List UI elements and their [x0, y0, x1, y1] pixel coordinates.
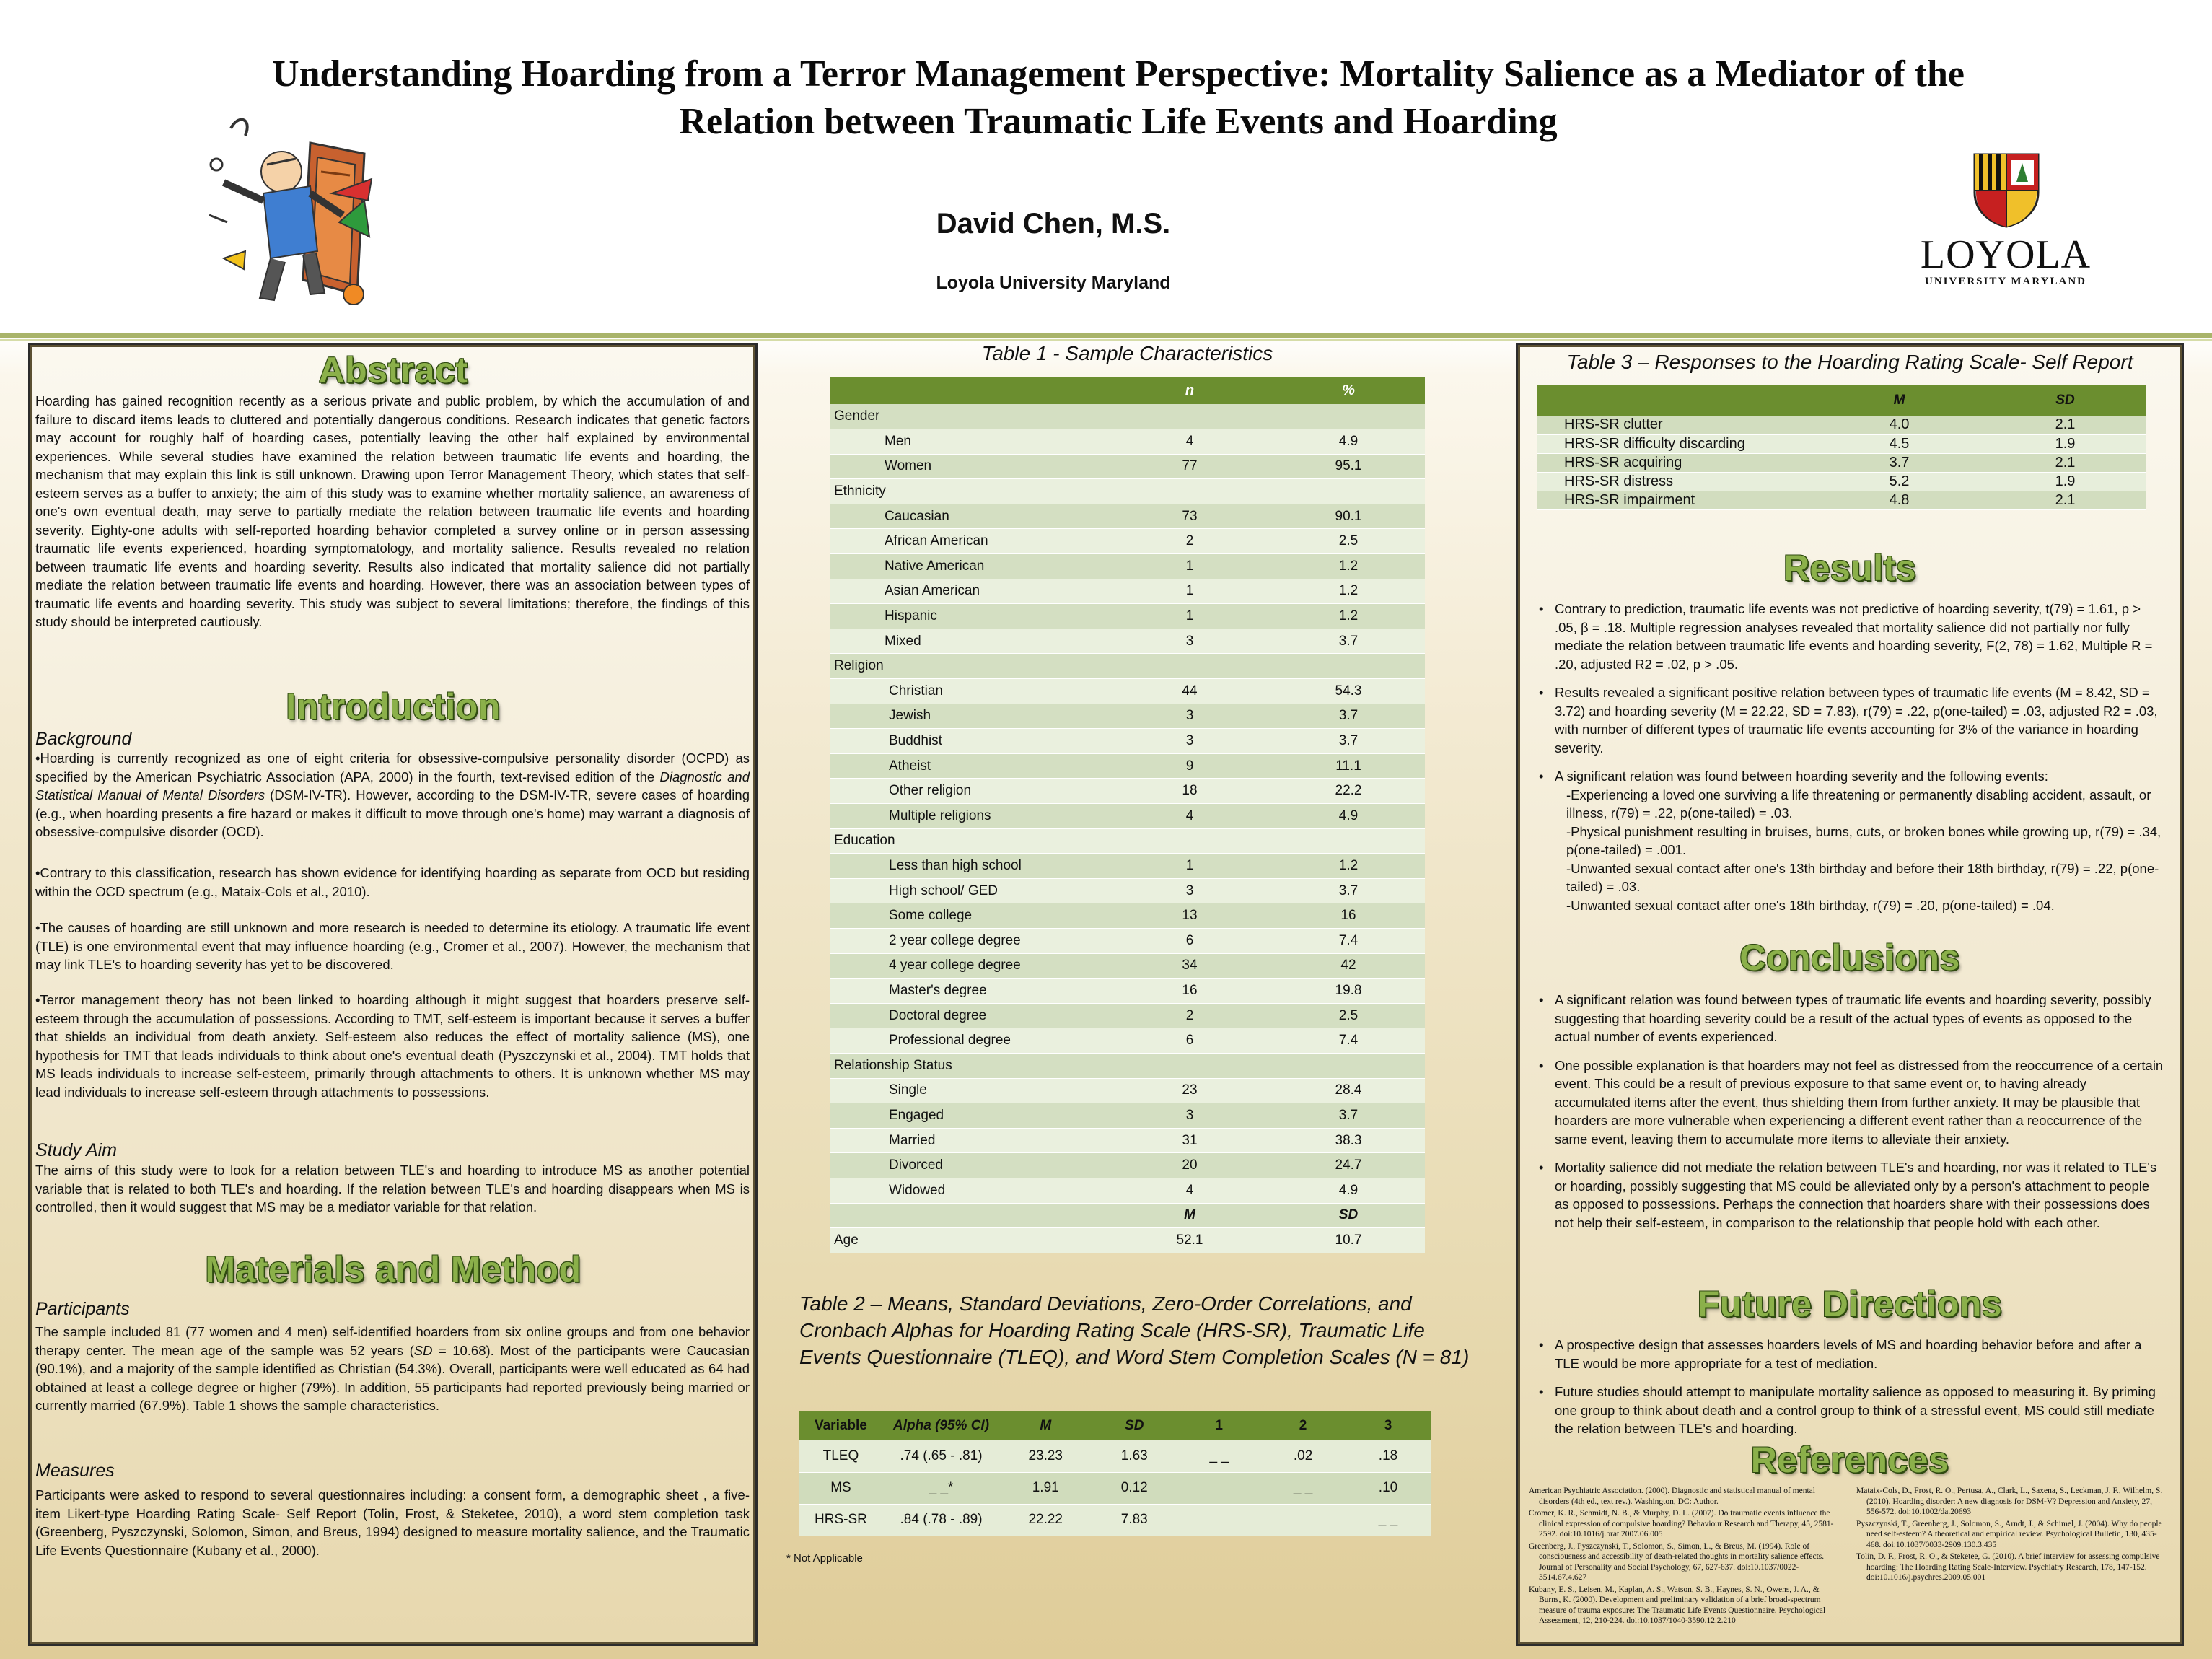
title-line-2: Relation between Traumatic Life Events and Hoarding: [679, 101, 1558, 142]
table1-row: [830, 554, 1425, 579]
study-aim-subheading: Study Aim: [35, 1140, 118, 1160]
table1-row: [830, 1103, 1425, 1129]
table1-row-n: 34: [1107, 953, 1272, 979]
reference-entry: Kubany, E. S., Leisen, M., Kaplan, A. S., Watson, S. B., Haynes, S. N., Owens, J. A., & Burns, K. (2000). Development and preliminary validation of a brief broad-spectrum measure of trauma exposure: The Traumatic Life Events Questionnaire. Psychological Assessment, 12, 210-224. doi:10.1037/1040-3590.12.2.210: [1529, 1585, 1826, 1625]
table1-row-percent: 4.9: [1272, 1178, 1425, 1203]
future-directions-list: [1536, 1336, 2164, 1448]
table1-row: [830, 1078, 1425, 1103]
table1-row-percent: 19.8: [1272, 979, 1425, 1004]
table1-row-n: 3: [1107, 878, 1272, 903]
table1-row-label: Caucasian: [830, 504, 1107, 529]
table1-row-n: [1107, 1053, 1272, 1078]
measures-text: Participants were asked to respond to several questionnaires including: a consent form, a demographic sheet , a five-item Likert-type Hoarding Rating Scale- Self Report (Tolin, Frost, & Steketee, 2010), a word stem completion task (Greenberg, Pyszczynski, Solomon, Simon, and Breus, 1994) designed to measure mortality salience, and the Traumatic Life Events Questionnaire (Kubany et al., 2000).: [35, 1487, 750, 1558]
university-shield-icon: [1973, 153, 2040, 228]
references-right-column: [1856, 1486, 2167, 1585]
references-left-column: [1529, 1486, 1839, 1628]
table3-row-m: 4.8: [1814, 491, 1984, 509]
table1-row-percent: 3.7: [1272, 704, 1425, 729]
table1-row-percent: [1272, 828, 1425, 854]
table2-row: [799, 1504, 1431, 1536]
table1-row: [830, 579, 1425, 604]
table1-row-percent: 38.3: [1272, 1128, 1425, 1153]
table3-header-m: M: [1814, 385, 1984, 416]
table1-header-n: n: [1107, 377, 1272, 404]
correlations-table: [799, 1411, 1431, 1536]
table1-row-percent: 7.4: [1272, 928, 1425, 953]
logo-wordmark: LOYOLA: [1920, 232, 2092, 277]
header-divider: [0, 333, 2212, 338]
table2-cell: .74 (.65 - .81): [882, 1440, 1000, 1472]
hoarder-cartoon-illustration: [202, 114, 375, 310]
table1-row-label: Relationship Status: [830, 1053, 1107, 1078]
poster-title: [180, 51, 2056, 146]
future-bullet-1: • A prospective design that assesses hoarders levels of MS and hoarding behavior before and after a TLE would be more appropriate for a test of mediation.: [1536, 1336, 2164, 1373]
table1-row-label: Asian American: [830, 579, 1107, 604]
table2-cell: .10: [1346, 1472, 1431, 1504]
table2-footnote: * Not Applicable: [786, 1552, 863, 1564]
table1-row: [830, 679, 1425, 704]
table1-row: [830, 704, 1425, 729]
table1-row-label: Hispanic: [830, 604, 1107, 629]
table1-row: [830, 804, 1425, 829]
table1-row-label: Women: [830, 454, 1107, 479]
table1-row-percent: 1.2: [1272, 854, 1425, 879]
table1-row-percent: 1.2: [1272, 554, 1425, 579]
intro-paragraph-2: •Contrary to this classification, research has shown evidence for identifying hoarding as separate from OCD but residing within the OCD spectrum (e.g., Mataix-Cols et al., 2010).: [35, 865, 750, 899]
table1-row-percent: 90.1: [1272, 504, 1425, 529]
table1-row-label: African American: [830, 529, 1107, 554]
table1-row: [830, 1153, 1425, 1178]
table1-row-label: Education: [830, 828, 1107, 854]
results-bullet-3: [1536, 767, 2164, 914]
table1-header-blank: [830, 377, 1107, 404]
table1-row-label: Single: [830, 1078, 1107, 1103]
table3-row: [1537, 434, 2146, 453]
table3-row-sd: 1.9: [1984, 472, 2146, 491]
table3-row-label: HRS-SR distress: [1537, 472, 1814, 491]
table2-cell: TLEQ: [799, 1440, 882, 1472]
table3-body: [1537, 416, 2146, 509]
title-line-1: Understanding Hoarding from a Terror Management Perspective: Mortality Salience as a Mediator of the: [272, 53, 1965, 95]
results-event-1: -Experiencing a loved one surviving a life threatening or permanently disabling accident, assault, or illness, r(79) = .22, p(one-tailed) = .03.: [1566, 787, 2151, 820]
table1-row-label: Professional degree: [830, 1028, 1107, 1054]
table1-row-label: Christian: [830, 679, 1107, 704]
table3-header-row: [1537, 385, 2146, 416]
table1-header-percent: %: [1272, 377, 1425, 404]
table1-row: [830, 1128, 1425, 1153]
intro-p1-part-a: •Hoarding is currently recognized as one of eight criteria for obsessive-compulsive personality disorder (OCPD) as specified by the American Psychiatric Association (APA, 2000) in the fourth, text-revised edition of the: [35, 750, 750, 784]
table2-cell: [1177, 1504, 1260, 1536]
table3-row: [1537, 416, 2146, 434]
table1-row: [830, 1203, 1425, 1228]
table1-row-n: 44: [1107, 679, 1272, 704]
intro-paragraph-1: [35, 749, 750, 841]
table2-cell: _ _: [1177, 1440, 1260, 1472]
table1-row-label: Multiple religions: [830, 804, 1107, 829]
participants-part-b: = 10.68). Most of the participants were Caucasian (90.1%), and a majority of the sample identified as Christian (54.3%). Overall, participants were well educated as 64 had obtained at least a college degree or higher (79%). In addition, 55 participants had reported previously being married or currently married (67.9%). Table 1 shows the sample characteristics.: [35, 1342, 750, 1413]
table2-cell: 1.63: [1091, 1440, 1177, 1472]
table1-row-percent: 95.1: [1272, 454, 1425, 479]
table1-row-label: Age: [830, 1228, 1107, 1253]
table1-row-n: 1: [1107, 604, 1272, 629]
table2-cell: _ _*: [882, 1472, 1000, 1504]
results-bullet-1: • Contrary to prediction, traumatic life events was not predictive of hoarding severity, t(79) = 1.61, p > .05, β = .18. Multiple regression analyses revealed that mortality salience did not partially nor fully mediate the relation between traumatic life events and hoarding severity, F(2, 78) = 1.62, Multiple R = .20, adjusted R2 = .02, p > .05.: [1536, 600, 2164, 673]
table3-row-m: 3.7: [1814, 453, 1984, 472]
table1-row-percent: 24.7: [1272, 1153, 1425, 1178]
table1-row-n: 6: [1107, 1028, 1272, 1054]
table1-row: [830, 1028, 1425, 1054]
table2-cell: .02: [1260, 1440, 1346, 1472]
references-heading: References: [1750, 1440, 1949, 1480]
reference-entry: Cromer, K. R., Schmidt, N. B., & Murphy, D. L. (2007). Do traumatic events influence the clinical expression of compulsive hoarding? Behaviour Research and Therapy, 45, 2581-2592. doi:10.1016/j.brat.2007.06.005: [1529, 1509, 1834, 1538]
abstract-heading: Abstract: [318, 350, 468, 390]
table2-header-row: [799, 1411, 1431, 1440]
table1-row-n: [1107, 828, 1272, 854]
study-aim-text: The aims of this study were to look for a relation between TLE's and hoarding to introduce MS as another potential variable that is related to both TLE's and hoarding. If the relation between TLE's and hoarding disappears when MS is controlled, then it would suggest that MS may be a mediator variable for that relation.: [35, 1163, 750, 1214]
participants-text: [35, 1323, 750, 1415]
table1-row-label: Some college: [830, 903, 1107, 929]
table1-row-n: 2: [1107, 529, 1272, 554]
table1-row-n: 4: [1107, 804, 1272, 829]
table2-cell: _ _: [1260, 1472, 1346, 1504]
table1-row-percent: 4.9: [1272, 804, 1425, 829]
table1-row-percent: 1.2: [1272, 579, 1425, 604]
results-event-2: -Physical punishment resulting in bruises, burns, cuts, or broken bones while growing up, r(79) = .34, p(one-tailed) = .001.: [1566, 823, 2161, 857]
table1-row-n: 4: [1107, 1178, 1272, 1203]
table1-row-percent: 16: [1272, 903, 1425, 929]
table1-row-percent: [1272, 1053, 1425, 1078]
table1-row-percent: SD: [1272, 1203, 1425, 1228]
reference-entry: Greenberg, J., Pyszczynski, T., Solomon, S., Simon, L., & Breus, M. (1994). Role of consciousness and accessibility of death-related thoughts in mortality salience effects. Journal of Personality and Social Psychology, 67, 627-637. doi:10.1037/0022-3514.67.4.627: [1529, 1541, 1825, 1582]
table1-row-n: 23: [1107, 1078, 1272, 1103]
table1-row-label: Widowed: [830, 1178, 1107, 1203]
table2-cell: 1.91: [1000, 1472, 1091, 1504]
table1-row-n: M: [1107, 1203, 1272, 1228]
university-logo: [1915, 153, 2096, 290]
left-column-panel: [30, 345, 755, 1644]
reference-entry: Pyszczynski, T., Greenberg, J., Solomon, S., Arndt, J., & Schimel, J. (2004). Why do people need self-esteem? A theoretical and empirical review. Psychological Bulletin, 130, 435-468. doi:10.1037/0033-2909.130.3.435: [1856, 1519, 2162, 1549]
table1-row: [830, 1228, 1425, 1253]
table1-row-n: 77: [1107, 454, 1272, 479]
table1-row-n: 1: [1107, 579, 1272, 604]
table1-row-percent: 2.5: [1272, 529, 1425, 554]
table1-row: [830, 854, 1425, 879]
reference-entry: American Psychiatric Association. (2000). Diagnostic and statistical manual of mental disorders (4th ed., text rev.). Washington, DC: Author.: [1529, 1487, 1815, 1506]
reference-entry: Tolin, D. F., Frost, R. O., & Steketee, G. (2010). A brief interview for assessing compulsive hoarding: The Hoarding Rating Scale-Interview. Psychiatry Research, 178, 147-152. doi:10.1016/j.psychres.2009.05.001: [1856, 1552, 2160, 1582]
participants-sd-symbol: SD: [413, 1342, 433, 1358]
table1-row-label: Doctoral degree: [830, 1003, 1107, 1028]
table1-row-percent: 2.5: [1272, 1003, 1425, 1028]
table1-row-n: 9: [1107, 753, 1272, 779]
intro-p1-part-b: (DSM-IV-TR). However, according to the DSM-IV-TR, severe cases of hoarding (e.g., when hoarding presents a fire hazard or makes it difficult to move through one's home) may warrant a diagnosis of obsessive-compulsive disorder (OCD).: [35, 787, 750, 839]
table1-row-label: Buddhist: [830, 729, 1107, 754]
table1-row-percent: 10.7: [1272, 1228, 1425, 1253]
table1-row-label: Native American: [830, 554, 1107, 579]
table1-row: [830, 878, 1425, 903]
table2-header-cell: M: [1000, 1411, 1091, 1440]
table1-row-n: 18: [1107, 779, 1272, 804]
table1-row-percent: 42: [1272, 953, 1425, 979]
table2-header-cell: 1: [1177, 1411, 1260, 1440]
sample-characteristics-table: [830, 377, 1425, 1253]
table1-row-percent: 28.4: [1272, 1078, 1425, 1103]
table1-row-label: Divorced: [830, 1153, 1107, 1178]
table1-row-n: 16: [1107, 979, 1272, 1004]
table3-row-sd: 2.1: [1984, 453, 2146, 472]
conclusions-bullet-3: • Mortality salience did not mediate the relation between TLE's and hoarding, nor was it related to TLE's or hoarding, possibly suggesting that MS could be alleviated only by a person's attachment to people as opposed to possessions. Perhaps the connection that hoarders share with their possessions does not help their self-esteem, in comparison to the relationship that people hold with each other.: [1536, 1158, 2164, 1232]
table1-row: [830, 1178, 1425, 1203]
results-bullet-3-intro: • A significant relation was found between hoarding severity and the following events:: [1555, 769, 2048, 784]
table1-row-percent: 11.1: [1272, 753, 1425, 779]
table3-row-label: HRS-SR clutter: [1537, 416, 1814, 434]
results-event-3: -Unwanted sexual contact after one's 13th birthday and before their 18th birthday, r(79) = .22, p(one-tailed) = .03.: [1566, 860, 2159, 894]
table2-cell: 22.22: [1000, 1504, 1091, 1536]
table1-row-percent: 3.7: [1272, 878, 1425, 903]
table1-row-label: Married: [830, 1128, 1107, 1153]
future-bullet-2: • Future studies should attempt to manipulate mortality salience as opposed to measuring it. By priming one group to think about death and a control group to think of a stressful event, MS could still mediate the relation between TLE's and hoarding.: [1536, 1383, 2164, 1438]
reference-entry: Mataix-Cols, D., Frost, R. O., Pertusa, A., Clark, L., Saxena, S., Leckman, J. F., Wilhelm, S. (2010). Hoarding disorder: A new diagnosis for DSM-V? Depression and Anxiety, 27, 556-572. doi:10.1002/da.20693: [1856, 1487, 2163, 1516]
table2-row: [799, 1440, 1431, 1472]
table1-row: [830, 654, 1425, 679]
conclusions-bullet-2: • One possible explanation is that hoarders may not feel as distressed from the reoccurrence of a certain event. This could be a result of previous exposure to that same event or, to having already accumulated items after the event, thus shielding them from further anxiety. It may be plausible that hoarders are more vulnerable when experiencing a different event rather than a reoccurrence of the same event, leaving them to accumulate more items to alleviate their anxiety.: [1536, 1056, 2164, 1149]
table1-row-n: 1: [1107, 854, 1272, 879]
author-name: David Chen, M.S.: [936, 208, 1171, 240]
table2-cell: .18: [1346, 1440, 1431, 1472]
table1-row-percent: 4.9: [1272, 429, 1425, 455]
table1-row: [830, 903, 1425, 929]
table1-row: [830, 479, 1425, 504]
participants-subheading: Participants: [35, 1299, 130, 1319]
table3-row-m: 4.5: [1814, 434, 1984, 453]
future-directions-heading: Future Directions: [1697, 1284, 2003, 1324]
results-heading: Results: [1783, 548, 1917, 588]
table1-row-n: 52.1: [1107, 1228, 1272, 1253]
conclusions-bullet-1: • A significant relation was found between types of traumatic life events and hoarding severity, possibly suggesting that hoarding severity could be a result of the actual types of events as opposed to the actual number of events experienced.: [1536, 991, 2164, 1046]
table1-row-label: Mixed: [830, 629, 1107, 654]
table1-row-label: Jewish: [830, 704, 1107, 729]
table3-row-label: HRS-SR impairment: [1537, 491, 1814, 509]
table1-row-n: 1: [1107, 554, 1272, 579]
table1-row-percent: 3.7: [1272, 629, 1425, 654]
table2-cell: .84 (.78 - .89): [882, 1504, 1000, 1536]
table1-row-label: 4 year college degree: [830, 953, 1107, 979]
conclusions-list: [1536, 991, 2164, 1242]
table1-row-n: 73: [1107, 504, 1272, 529]
table1-row-n: 13: [1107, 903, 1272, 929]
table3-row: [1537, 453, 2146, 472]
table3-row-sd: 2.1: [1984, 491, 2146, 509]
logo-subtitle: UNIVERSITY MARYLAND: [1924, 276, 2086, 287]
table3-header-sd: SD: [1984, 385, 2146, 416]
table1-row-percent: 3.7: [1272, 1103, 1425, 1129]
table1-row-label: Ethnicity: [830, 479, 1107, 504]
table1-row: [830, 429, 1425, 455]
table1-body: [830, 404, 1425, 1253]
table1-row-n: 3: [1107, 1103, 1272, 1129]
table2-cell: [1260, 1504, 1346, 1536]
table1-row: [830, 953, 1425, 979]
table2-header-cell: Variable: [799, 1411, 882, 1440]
table1-row: [830, 454, 1425, 479]
table1-row: [830, 629, 1425, 654]
table1-row-percent: 7.4: [1272, 1028, 1425, 1054]
hoarding-rating-scale-table: [1537, 385, 2146, 510]
table1-row-n: 2: [1107, 1003, 1272, 1028]
introduction-heading: Introduction: [286, 686, 501, 727]
table1-row-label: High school/ GED: [830, 878, 1107, 903]
table3-row-m: 4.0: [1814, 416, 1984, 434]
results-bullet-2: • Results revealed a significant positive relation between types of traumatic life events (M = 8.42, SD = 3.72) and hoarding severity (M = 22.22, SD = 7.83), r(79) = .22, p(one-tailed) = .03, adjusted R2 = .03, with number of different types of traumatic life events accounting for 3% of the variance in hoarding severity.: [1536, 683, 2164, 757]
intro-paragraph-3: •The causes of hoarding are still unknown and more research is needed to determine its etiology. A traumatic life event (TLE) is one environmental event that may influence hoarding (e.g., Cromer et al., 2007). However, the mechanism that may link TLE's to hoarding severity has yet to be discovered.: [35, 920, 750, 972]
table1-row-n: 31: [1107, 1128, 1272, 1153]
table2-cell: 7.83: [1091, 1504, 1177, 1536]
table1-row-n: [1107, 404, 1272, 429]
header-divider-thin: [0, 339, 2212, 341]
table1-row-percent: 1.2: [1272, 604, 1425, 629]
table3-row: [1537, 491, 2146, 509]
table1-row: [830, 753, 1425, 779]
table1-row-percent: [1272, 479, 1425, 504]
table1-row-label: Master's degree: [830, 979, 1107, 1004]
table2-header-cell: SD: [1091, 1411, 1177, 1440]
table1-row: [830, 928, 1425, 953]
table1-row-percent: 3.7: [1272, 729, 1425, 754]
abstract-text: Hoarding has gained recognition recently as a serious private and public problem, by which the accumulation of and failure to discard items leads to cluttered and potentially dangerous conditions. Research indicates that genetic factors may account for roughly half of hoarding cases, potentially leaving the other half explained by environmental experiences. While several studies have examined the relation between traumatic life events and hoarding, the mechanism that may explain this link is still unknown. Drawing upon Terror Management Theory, which states that self-esteem serves as a buffer to anxiety; the aim of this study was to examine whether mortality salience, an awareness of one's own eventual death, may serve to partially mediate the relation between traumatic life events and hoarding severity. Eighty-one adults with self-reported hoarding behavior completed a survey online or in person assessing traumatic life events experienced, hoarding symptomatology, and mortality salience. Results revealed no relation between traumatic life events and hoarding severity. Results also indicated that mortality salience did not partially mediate the relation between traumatic life events and hoarding. However, there was an association between types of traumatic life events and hoarding severity. This study was subject to several limitations; therefore, the findings of this study should be interpreted cautiously.: [35, 393, 750, 629]
table2-cell: HRS-SR: [799, 1504, 882, 1536]
table1-row-n: 3: [1107, 704, 1272, 729]
intro-paragraph-4: •Terror management theory has not been linked to hoarding although it might suggest that hoarders preserve self-esteem through the accumulation of possessions. According to TMT, self-esteem is important because it serves a buffer that shields an individual from death anxiety. Self-esteem also reduces the effect of mortality salience (MS), one hypothesis for TMT that leads individuals to think about one's eventual death (Pyszczynski et al., 2004). TMT holds that MS leads individuals to increase self-esteem, primarily through attachments to others. It is unknown whether MS may lead individuals to increase self-esteem through attachments to possessions.: [35, 992, 750, 1100]
table2-cell: _ _: [1346, 1504, 1431, 1536]
table1-row: [830, 1003, 1425, 1028]
table1-row-label: [830, 1203, 1107, 1228]
right-column-panel: [1518, 345, 2182, 1644]
affiliation: Loyola University Maryland: [936, 273, 1171, 293]
conclusions-heading: Conclusions: [1739, 937, 1960, 978]
table1-row-n: [1107, 654, 1272, 679]
table1-row: [830, 604, 1425, 629]
table2-row: [799, 1472, 1431, 1504]
results-list: [1536, 600, 2164, 924]
table1-row-percent: [1272, 654, 1425, 679]
table1-row-n: 6: [1107, 928, 1272, 953]
table2-cell: 0.12: [1091, 1472, 1177, 1504]
table1-row: [830, 779, 1425, 804]
table1-row-n: 3: [1107, 629, 1272, 654]
table1-row-label: Atheist: [830, 753, 1107, 779]
table1-caption: Table 1 - Sample Characteristics: [981, 342, 1273, 364]
table1-row-percent: 54.3: [1272, 679, 1425, 704]
participants-part-a: The sample included 81 (77 women and 4 men) self-identified hoarders from six online groups and from one behavior therapy center. The mean age of the sample was 52 years (: [35, 1324, 750, 1358]
table3-row-label: HRS-SR difficulty discarding: [1537, 434, 1814, 453]
table1-row-label: 2 year college degree: [830, 928, 1107, 953]
table1-row: [830, 404, 1425, 429]
table2-cell: [1177, 1472, 1260, 1504]
table1-row: [830, 1053, 1425, 1078]
table2-header-cell: Alpha (95% CI): [882, 1411, 1000, 1440]
table1-row: [830, 504, 1425, 529]
method-heading: Materials and Method: [205, 1249, 581, 1290]
table3-row: [1537, 472, 2146, 491]
background-subheading: Background: [35, 729, 132, 749]
table1-row: [830, 828, 1425, 854]
table3-caption: Table 3 – Responses to the Hoarding Rating Scale- Self Report: [1566, 351, 2133, 373]
table2-cell: 23.23: [1000, 1440, 1091, 1472]
intro-p1-dsm-title: Diagnostic and Statistical Manual of Mental Disorders: [35, 769, 750, 802]
table1-row: [830, 529, 1425, 554]
table2-caption: Table 2 – Means, Standard Deviations, Zero-Order Correlations, and Cronbach Alphas for Hoarding Rating Scale (HRS-SR), Traumatic Life Events Questionnaire (TLEQ), and Word Stem Completion Scales (N = 81): [799, 1292, 1470, 1368]
table1-row-label: Other religion: [830, 779, 1107, 804]
table1-row-label: Men: [830, 429, 1107, 455]
table1-row-n: 4: [1107, 429, 1272, 455]
table2-header-cell: 3: [1346, 1411, 1431, 1440]
table1-row-n: 20: [1107, 1153, 1272, 1178]
table1-row: [830, 979, 1425, 1004]
table2-header-cell: 2: [1260, 1411, 1346, 1440]
table1-row-label: Gender: [830, 404, 1107, 429]
table1-header-row: [830, 377, 1425, 404]
table3-header-blank: [1537, 385, 1814, 416]
table3-row-label: HRS-SR acquiring: [1537, 453, 1814, 472]
results-event-4: -Unwanted sexual contact after one's 18th birthday, r(79) = .20, p(one-tailed) = .04.: [1566, 897, 2055, 913]
table3-row-m: 5.2: [1814, 472, 1984, 491]
table1-row-n: 3: [1107, 729, 1272, 754]
measures-subheading: Measures: [35, 1461, 115, 1481]
table1-row-label: Less than high school: [830, 854, 1107, 879]
table2-body: [799, 1440, 1431, 1536]
table1-row-n: [1107, 479, 1272, 504]
table3-row-sd: 2.1: [1984, 416, 2146, 434]
table3-row-sd: 1.9: [1984, 434, 2146, 453]
table1-row-label: Religion: [830, 654, 1107, 679]
table1-row-percent: [1272, 404, 1425, 429]
table2-cell: MS: [799, 1472, 882, 1504]
table1-row-percent: 22.2: [1272, 779, 1425, 804]
table1-row: [830, 729, 1425, 754]
table1-row-label: Engaged: [830, 1103, 1107, 1129]
